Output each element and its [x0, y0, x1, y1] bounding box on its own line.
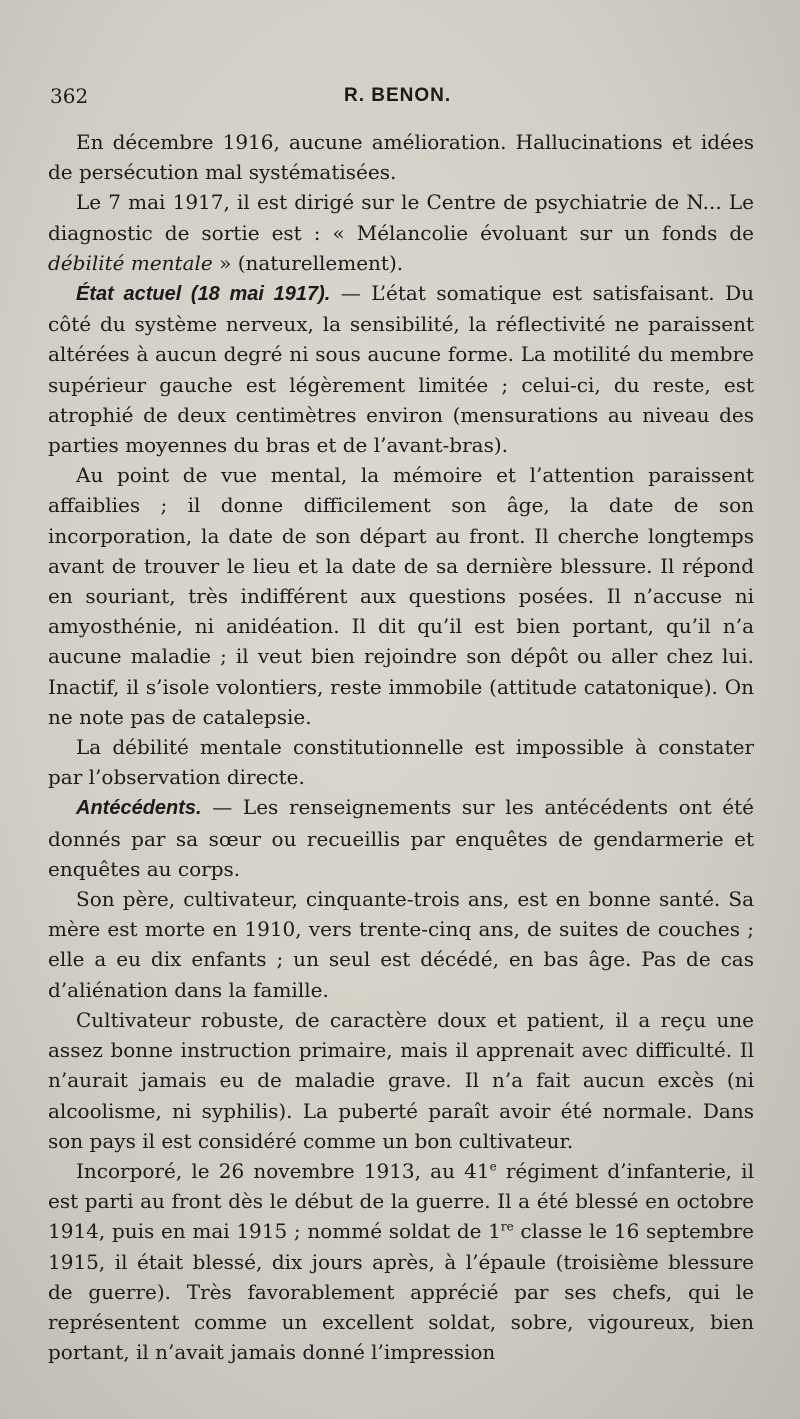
running-head: R. BENON.	[344, 85, 452, 106]
paragraph-text: régiment d’infanterie, il est parti au front dès le début de la guerre. Il a été blessé en octobre 1914, puis en mai 1915 ; nommé soldat de 1	[48, 1158, 754, 1244]
paragraph-text: Incorporé, le 26 novembre 1913, au 41	[76, 1158, 490, 1183]
page-number: 362	[50, 84, 89, 108]
section-heading: État actuel (18 mai 1917).	[76, 283, 331, 306]
italic-phrase: débilité mentale	[48, 250, 213, 275]
paragraph-text: — L’état somatique est satisfaisant. Du côté du système nerveux, la sensibilité, la réflectivité ne paraissent altérées à aucun degré ni sous aucune forme. La motilité du membre supérieur gauche est légèrement limitée ; celui-ci, du reste, est atrophié de deux centimètres environ (mensurations au niveau des parties moyennes du bras et de l’avant-bras).	[48, 281, 754, 458]
paragraph-text: — Les renseignements sur les antécédents ont été donnés par sa sœur ou recueillis par enquêtes de gendarmerie et enquêtes au corps.	[48, 795, 754, 881]
page-header	[50, 84, 760, 112]
body-text	[48, 127, 754, 1367]
ordinal-superscript: re	[500, 1219, 514, 1234]
paragraph: La débilité mentale constitutionnelle est impossible à constater par l’observation directe.	[48, 735, 754, 790]
paragraph: En décembre 1916, aucune amélioration. Hallucinations et idées de persécution mal systématisées.	[48, 130, 754, 185]
section-heading: Antécédents.	[76, 797, 202, 820]
paragraph	[48, 792, 754, 884]
paragraph	[48, 278, 754, 460]
paragraph-text: » (naturellement).	[212, 250, 404, 275]
paragraph: Son père, cultivateur, cinquante-trois ans, est en bonne santé. Sa mère est morte en 1910, vers trente-cinq ans, de suites de couches ; elle a eu dix enfants ; un seul est décédé, en bas âge. Pas de cas d’aliénation dans la famille.	[48, 887, 754, 1002]
paragraph: Au point de vue mental, la mémoire et l’attention paraissent affaiblies ; il donne difficilement son âge, la date de son incorporation, la date de son départ au front. Il cherche longtemps avant de trouver le lieu et la date de sa dernière blessure. Il répond en souriant, très indifférent aux questions posées. Il n’accuse ni amyosthénie, ni anidéation. Il dit qu’il est bien portant, qu’il n’a aucune maladie ; il veut bien rejoindre son dépôt ou aller chez lui. Inactif, il s’isole volontiers, reste immobile (attitude catatonique). On ne note pas de catalepsie.	[48, 463, 754, 729]
paragraph	[48, 1156, 754, 1367]
paragraph-text: Le 7 mai 1917, il est dirigé sur le Centre de psychiatrie de N... Le diagnostic de sortie est : « Mélancolie évoluant sur un fonds de	[48, 190, 754, 245]
paragraph: Cultivateur robuste, de caractère doux et patient, il a reçu une assez bonne instruction primaire, mais il apprenait avec difficulté. Il n’aurait jamais eu de maladie grave. Il n’a fait aucun excès (ni alcoolisme, ni syphilis). La puberté paraît avoir été normale. Dans son pays il est considéré comme un bon cultivateur.	[48, 1007, 754, 1153]
paragraph-text: classe le 16 septembre 1915, il était blessé, dix jours après, à l’épaule (troisième blessure de guerre). Très favorablement apprécié par ses chefs, qui le représentent comme un excellent soldat, sobre, vigoureux, bien portant, il n’avait jamais donné l’impression	[48, 1219, 754, 1365]
paragraph	[48, 187, 754, 278]
ordinal-superscript: e	[489, 1159, 497, 1174]
